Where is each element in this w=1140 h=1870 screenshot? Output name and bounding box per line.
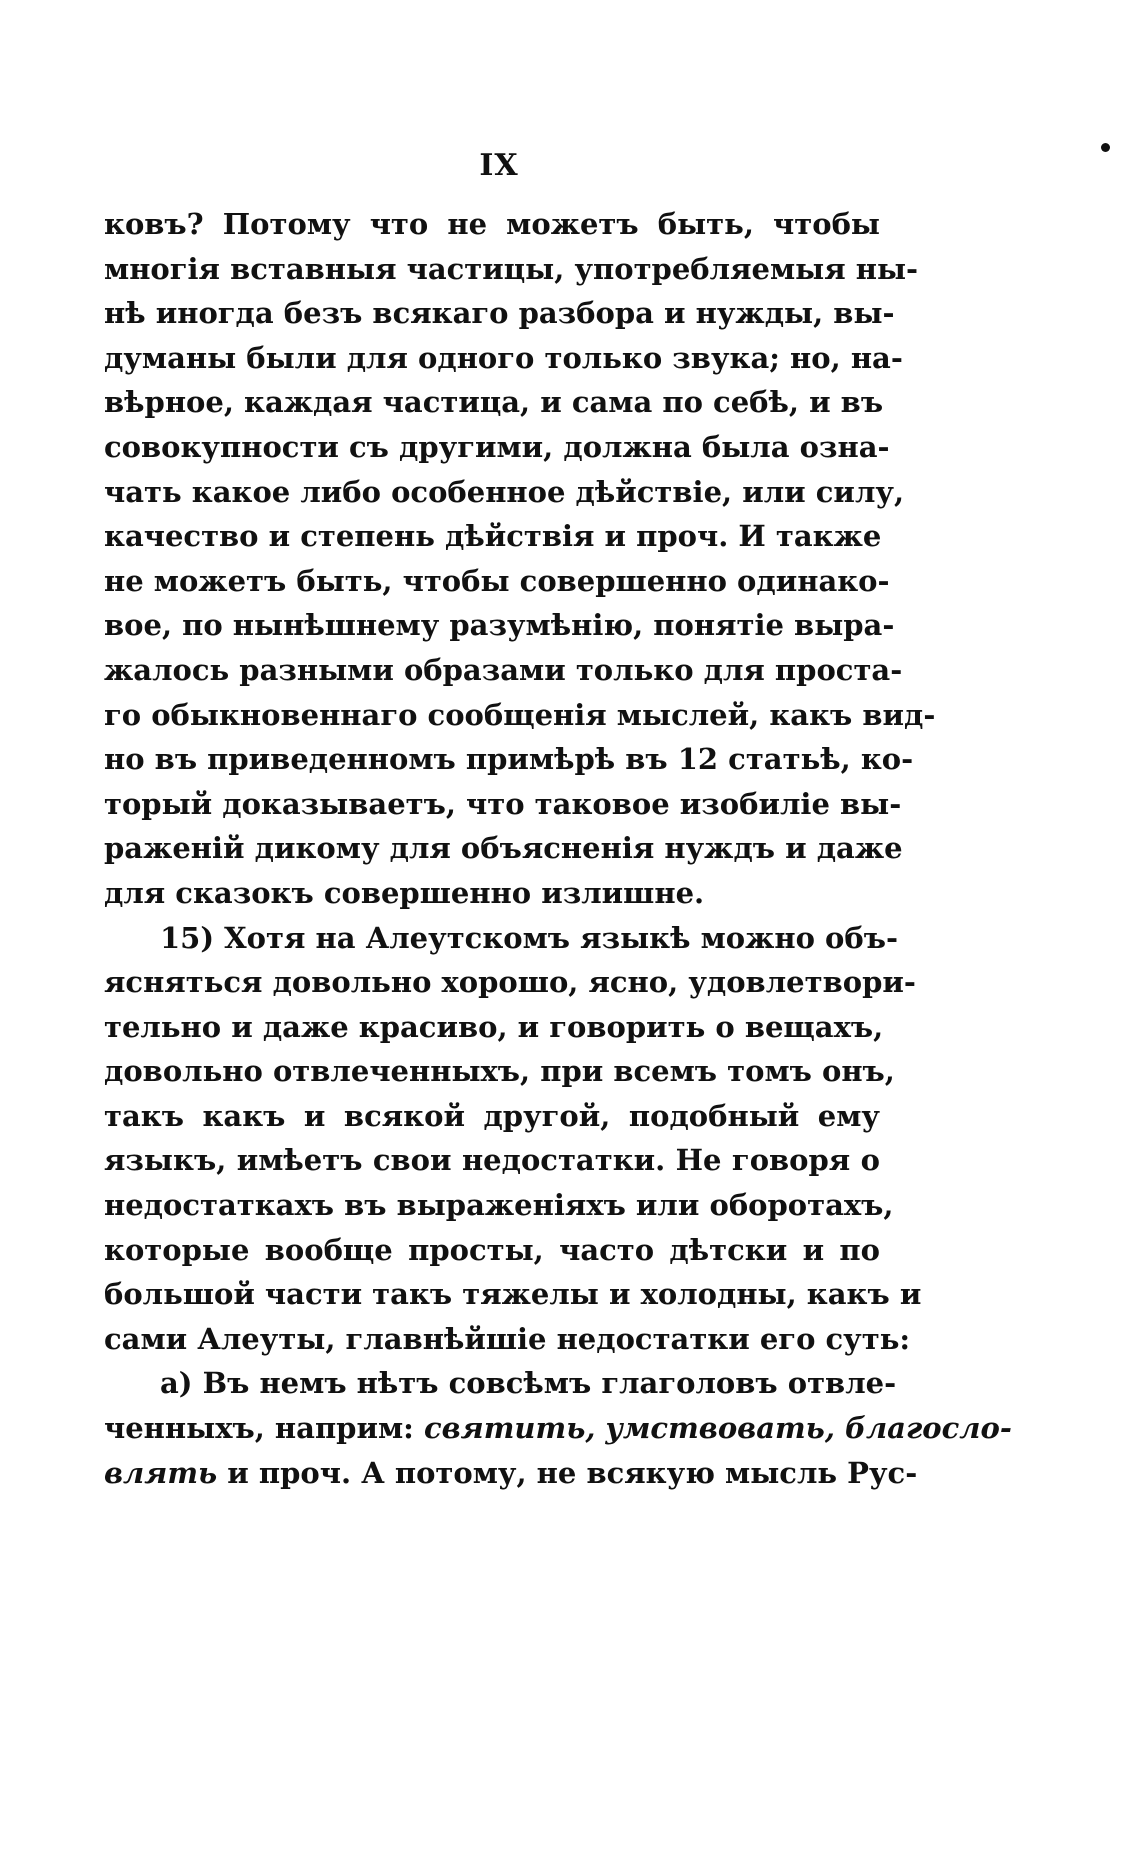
paragraph-end-line: для сказокъ совершенно излишне. [104, 875, 705, 910]
text-line: тельно и даже красиво, и говорить о вещахъ, [104, 1009, 884, 1044]
line-prefix: ченныхъ, наприм: [104, 1411, 424, 1446]
text-line: жалось разными образами только для проста- [104, 652, 903, 687]
line-suffix: и проч. А потому, не всякую мысль Рус- [217, 1455, 918, 1490]
text-line: раженій дикому для объясненія нуждъ и даже [104, 831, 903, 866]
text-line: которые вообще просты, часто дѣтски и по [104, 1232, 880, 1267]
text-line: качество и степень дѣйствія и проч. И также [104, 519, 882, 554]
text-line: сами Алеуты, главнѣйшіе недостатки его суть: [104, 1321, 911, 1356]
ink-speck [1101, 143, 1110, 152]
text-line: чать какое либо особенное дѣйствіе, или силу, [104, 474, 905, 509]
text-line: совокупности съ другими, должна была озна- [104, 429, 890, 464]
text-line-mixed [104, 1451, 918, 1496]
text-line: довольно отвлеченныхъ, при всемъ томъ онъ, [104, 1054, 895, 1089]
text-line: не можетъ быть, чтобы совершенно одинако- [104, 563, 890, 598]
text-line: языкъ, имѣетъ свои недостатки. Не говоря о [104, 1143, 880, 1178]
text-line-mixed [104, 1406, 1012, 1451]
italic-example: влять [104, 1455, 218, 1490]
italic-examples: святить, умствовать, благосло- [423, 1411, 1012, 1446]
text-line: недостаткахъ въ выраженіяхъ или оборотахъ, [104, 1188, 894, 1223]
text-line: такъ какъ и всякой другой, подобный ему [104, 1098, 880, 1133]
text-line: думаны были для одного только звука; но, на- [104, 340, 903, 375]
body-text [104, 202, 1012, 1495]
text-line: вое, по нынѣшнему разумѣнію, понятіе выра- [104, 608, 895, 643]
text-line: ясняться довольно хорошо, ясно, удовлетвори- [104, 965, 916, 1000]
text-line: вѣрное, каждая частица, и сама по себѣ, и въ [104, 385, 884, 420]
text-line: ковъ? Потому что не можетъ быть, чтобы [104, 207, 880, 241]
paragraph-start-line: 15) Хотя на Алеутскомъ языкѣ можно объ- [160, 920, 899, 955]
text-line: но въ приведенномъ примѣрѣ въ 12 статьѣ, ко- [104, 742, 914, 777]
page-number: IX [479, 148, 519, 183]
text-line: многія вставныя частицы, употребляемыя ны- [104, 251, 919, 286]
text-line: торый доказываетъ, что таковое изобиліе вы- [104, 786, 902, 821]
list-item-line: а) Въ немъ нѣтъ совсѣмъ глаголовъ отвле- [160, 1366, 897, 1401]
text-line: нѣ иногда безъ всякаго разбора и нужды, вы- [104, 296, 895, 331]
text-line: большой части такъ тяжелы и холодны, какъ и [104, 1277, 922, 1312]
text-line: го обыкновеннаго сообщенія мыслей, какъ вид- [104, 697, 936, 732]
